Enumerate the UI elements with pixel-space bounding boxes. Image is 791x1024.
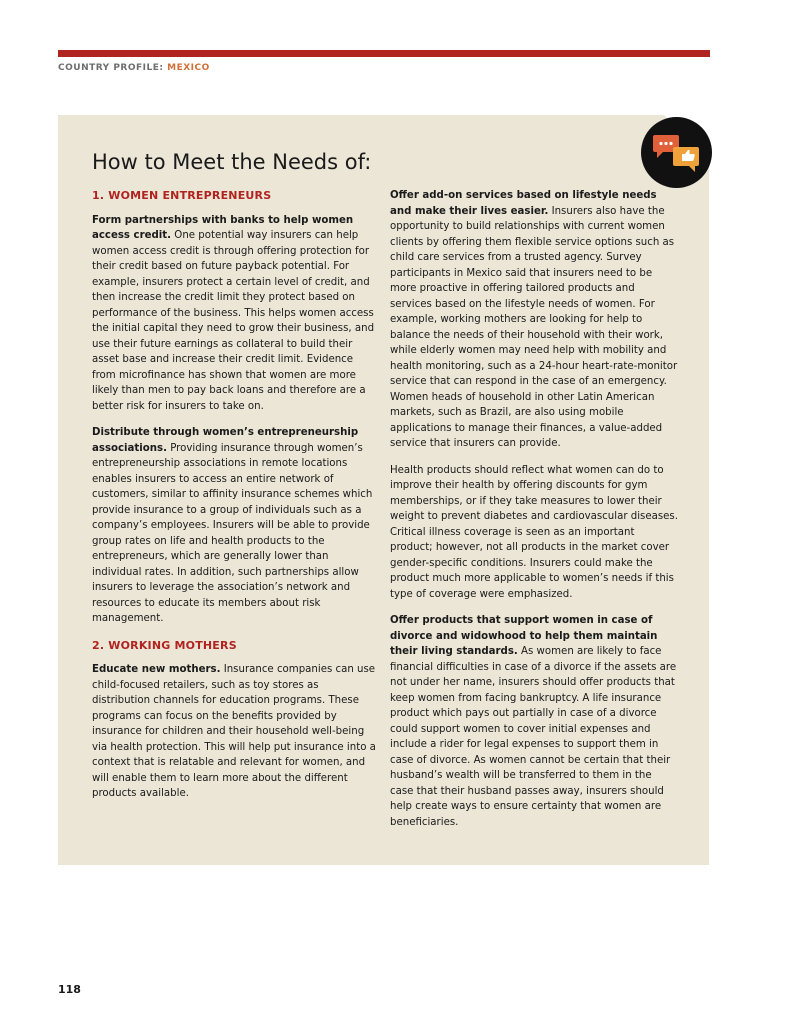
paragraph-entrepreneurship-associations: [92, 425, 376, 627]
paragraph-lead: Educate new mothers.: [92, 664, 221, 675]
paragraph-body: One potential way insurers can help women access credit is through offering protection for their credit based on future payback potential. For example, insurers protect a certain level of credit, and then increase the credit limit they protect based on performance of the business. This helps women access the initial capital they need to grow their business, and use their future earnings as collateral to build their asset base and increase their credit limit. Evidence from microfinance has shown that women are more likely than men to pay back loans and therefore are a better risk for insurers to take on.: [92, 230, 375, 412]
women-entrepreneurs-heading: 1. WOMEN ENTREPRENEURS: [92, 189, 272, 202]
paragraph-lead: Offer add-on services based on lifestyle needs and make their lives easier.: [390, 190, 657, 217]
section-label-country: MEXICO: [167, 63, 210, 73]
paragraph-add-on-services: [390, 188, 678, 452]
page-title: How to Meet the Needs of:: [92, 150, 372, 174]
top-accent-bar: [58, 50, 710, 57]
section-label-prefix: COUNTRY PROFILE:: [58, 63, 164, 73]
section-label: [58, 63, 210, 73]
paragraph-body: As women are likely to face financial difficulties in case of a divorce if the assets are not under her name, insurers should offer products that keep women from facing bankruptcy. A life insurance product which pays out partially in case of a divorce could support women to cover initial expenses and include a rider for legal expenses to support them in case of divorce. As women cannot be certain that their husband’s wealth will be transferred to them in the case that their husband passes away, insurers should help create ways to ensure certainty that women are beneficiaries.: [390, 646, 677, 828]
paragraph-bank-partnerships: [92, 213, 376, 415]
paragraph-body: Insurers also have the opportunity to build relationships with current women clients by offering them flexible service options such as child care services from a trusted agency. Survey participants in Mexico said that insurers need to be more proactive in offering tailored products and services based on the lifestyle needs of women. For example, working mothers are looking for help to balance the needs of their household with their work, while elderly women may need help with mobility and health monitoring, such as a 24-hour heart-rate-monitor service that can respond in the case of an emergency. Women heads of household in other Latin American markets, such as Brazil, are also using mobile applications to manage their finances, a value-added service that insurers can provide.: [390, 205, 678, 449]
page-number: 118: [58, 983, 81, 996]
paragraph-health-products: Health products should reflect what women can do to improve their health by offering discounts for gym memberships, or if they take measures to lower their weight to prevent diabetes and cardiovascular diseases. Critical illness coverage is seen as an important product; however, not all products in the market cover gender-specific conditions. Insurers could make the product much more applicable to women’s needs if this type of coverage were emphasized.: [390, 464, 678, 600]
speech-bubbles-thumbs-up-icon: [653, 132, 701, 174]
right-column: [390, 188, 678, 841]
paragraph-lead: Form partnerships with banks to help women access credit.: [92, 214, 354, 241]
paragraph-divorce-widowhood: [390, 613, 678, 830]
paragraph-body: Providing insurance through women’s entrepreneurship associations in remote locations enables insurers to access an entire network of customers, similar to affinity insurance schemes which provide insurance to a group of individuals such as a company’s employees. Insurers will be able to provide group rates on life and health products to the entrepreneurs, which are generally lower than individual rates. In addition, such partnerships allow insurers to leverage the association’s network and resources to educate its members about risk management.: [92, 442, 373, 624]
paragraph-educate-mothers: [92, 662, 376, 802]
speech-bubbles-badge: [641, 117, 712, 188]
paragraph-lead: Distribute through women’s entrepreneurship associations.: [92, 427, 359, 454]
left-column: [92, 188, 376, 813]
working-mothers-heading: 2. WORKING MOTHERS: [92, 638, 237, 652]
paragraph-body: Insurance companies can use child-focused retailers, such as toy stores as distribution channels for education programs. These programs can focus on the benefits provided by insurance for children and their household well-being via health protection. This will help put insurance into a context that is relatable and relevant for women, and will enable them to learn more about the different products available.: [92, 664, 376, 799]
paragraph-lead: Offer products that support women in case of divorce and widowhood to help them maintain their living standards.: [390, 615, 658, 657]
